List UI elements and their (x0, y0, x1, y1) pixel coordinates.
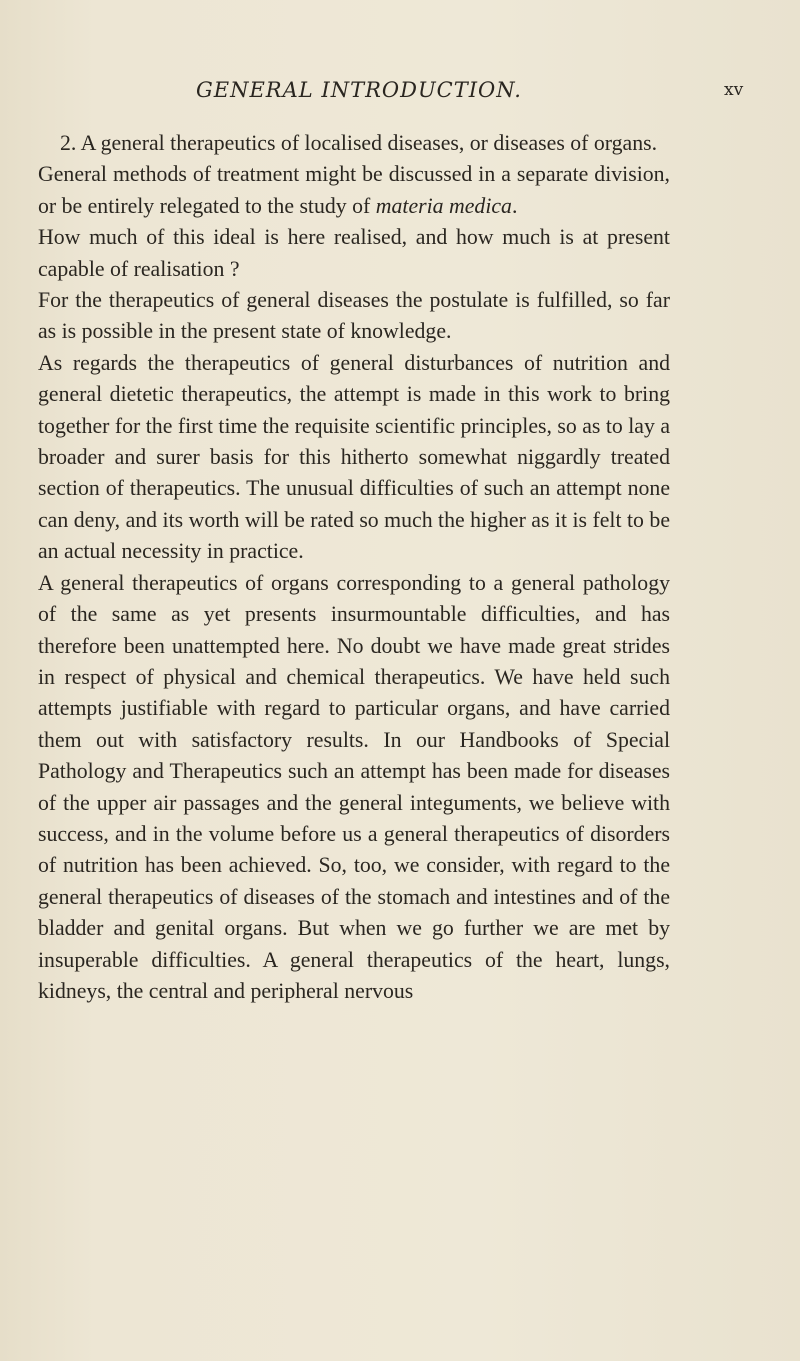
body-text (38, 128, 670, 1007)
page-header (0, 78, 800, 118)
paragraph-section-2: 2. A general therapeutics of localised diseases, or diseases of organs. (60, 131, 658, 155)
paragraph-nutrition: As regards the therapeutics of general disturbances of nutrition and general dietetic therapeutics, the attempt is made in this work to bring together for the first time the requisite scientific principles, so as to lay a broader and surer basis for this hitherto somewhat niggardly treated section of therapeutics. The unusual difficulties of such an attempt none can deny, and its worth will be rated so much the higher as it is felt to be an actual necessity in practice. (38, 350, 670, 564)
page-number: xv (724, 80, 744, 100)
paragraph-ideal-question: How much of this ideal is here realised, and how much is at present capable of realisation ? (38, 225, 670, 281)
paragraph-organs: A general therapeutics of organs corresponding to a general pathology of the same as yet presents insurmountable difficulties, and has therefore been unattempted here. No doubt we have made great strides in respect of physical and chemical therapeutics. We have held such attempts justifiable with regard to particular organs, and have carried them out with satisfactory results. In our Handbooks of Special Pathology and Therapeutics such an attempt has been made for diseases of the upper air passages and the general integuments, we believe with success, and in the volume before us a general therapeutics of disorders of nutrition has been achieved. So, too, we consider, with regard to the general therapeutics of diseases of the stomach and intestines and of the bladder and genital organs. But when we go further we are met by insuperable difficulties. A general therapeutics of the heart, lungs, kidneys, the central and peripheral nervous (38, 570, 670, 1003)
emphasis-materia-medica: materia medica (375, 193, 512, 218)
paragraph-general-diseases: For the therapeutics of general diseases the postulate is fulfilled, so far as is possible in the present state of knowledge. (38, 288, 670, 344)
paragraph-punctuation: . (511, 193, 518, 218)
paragraph-general-methods (38, 159, 670, 222)
paragraph-text: General methods of treatment might be discussed in a separate division, or be entirely relegated to the study of (38, 162, 670, 218)
running-title: GENERAL INTRODUCTION. (196, 78, 522, 102)
